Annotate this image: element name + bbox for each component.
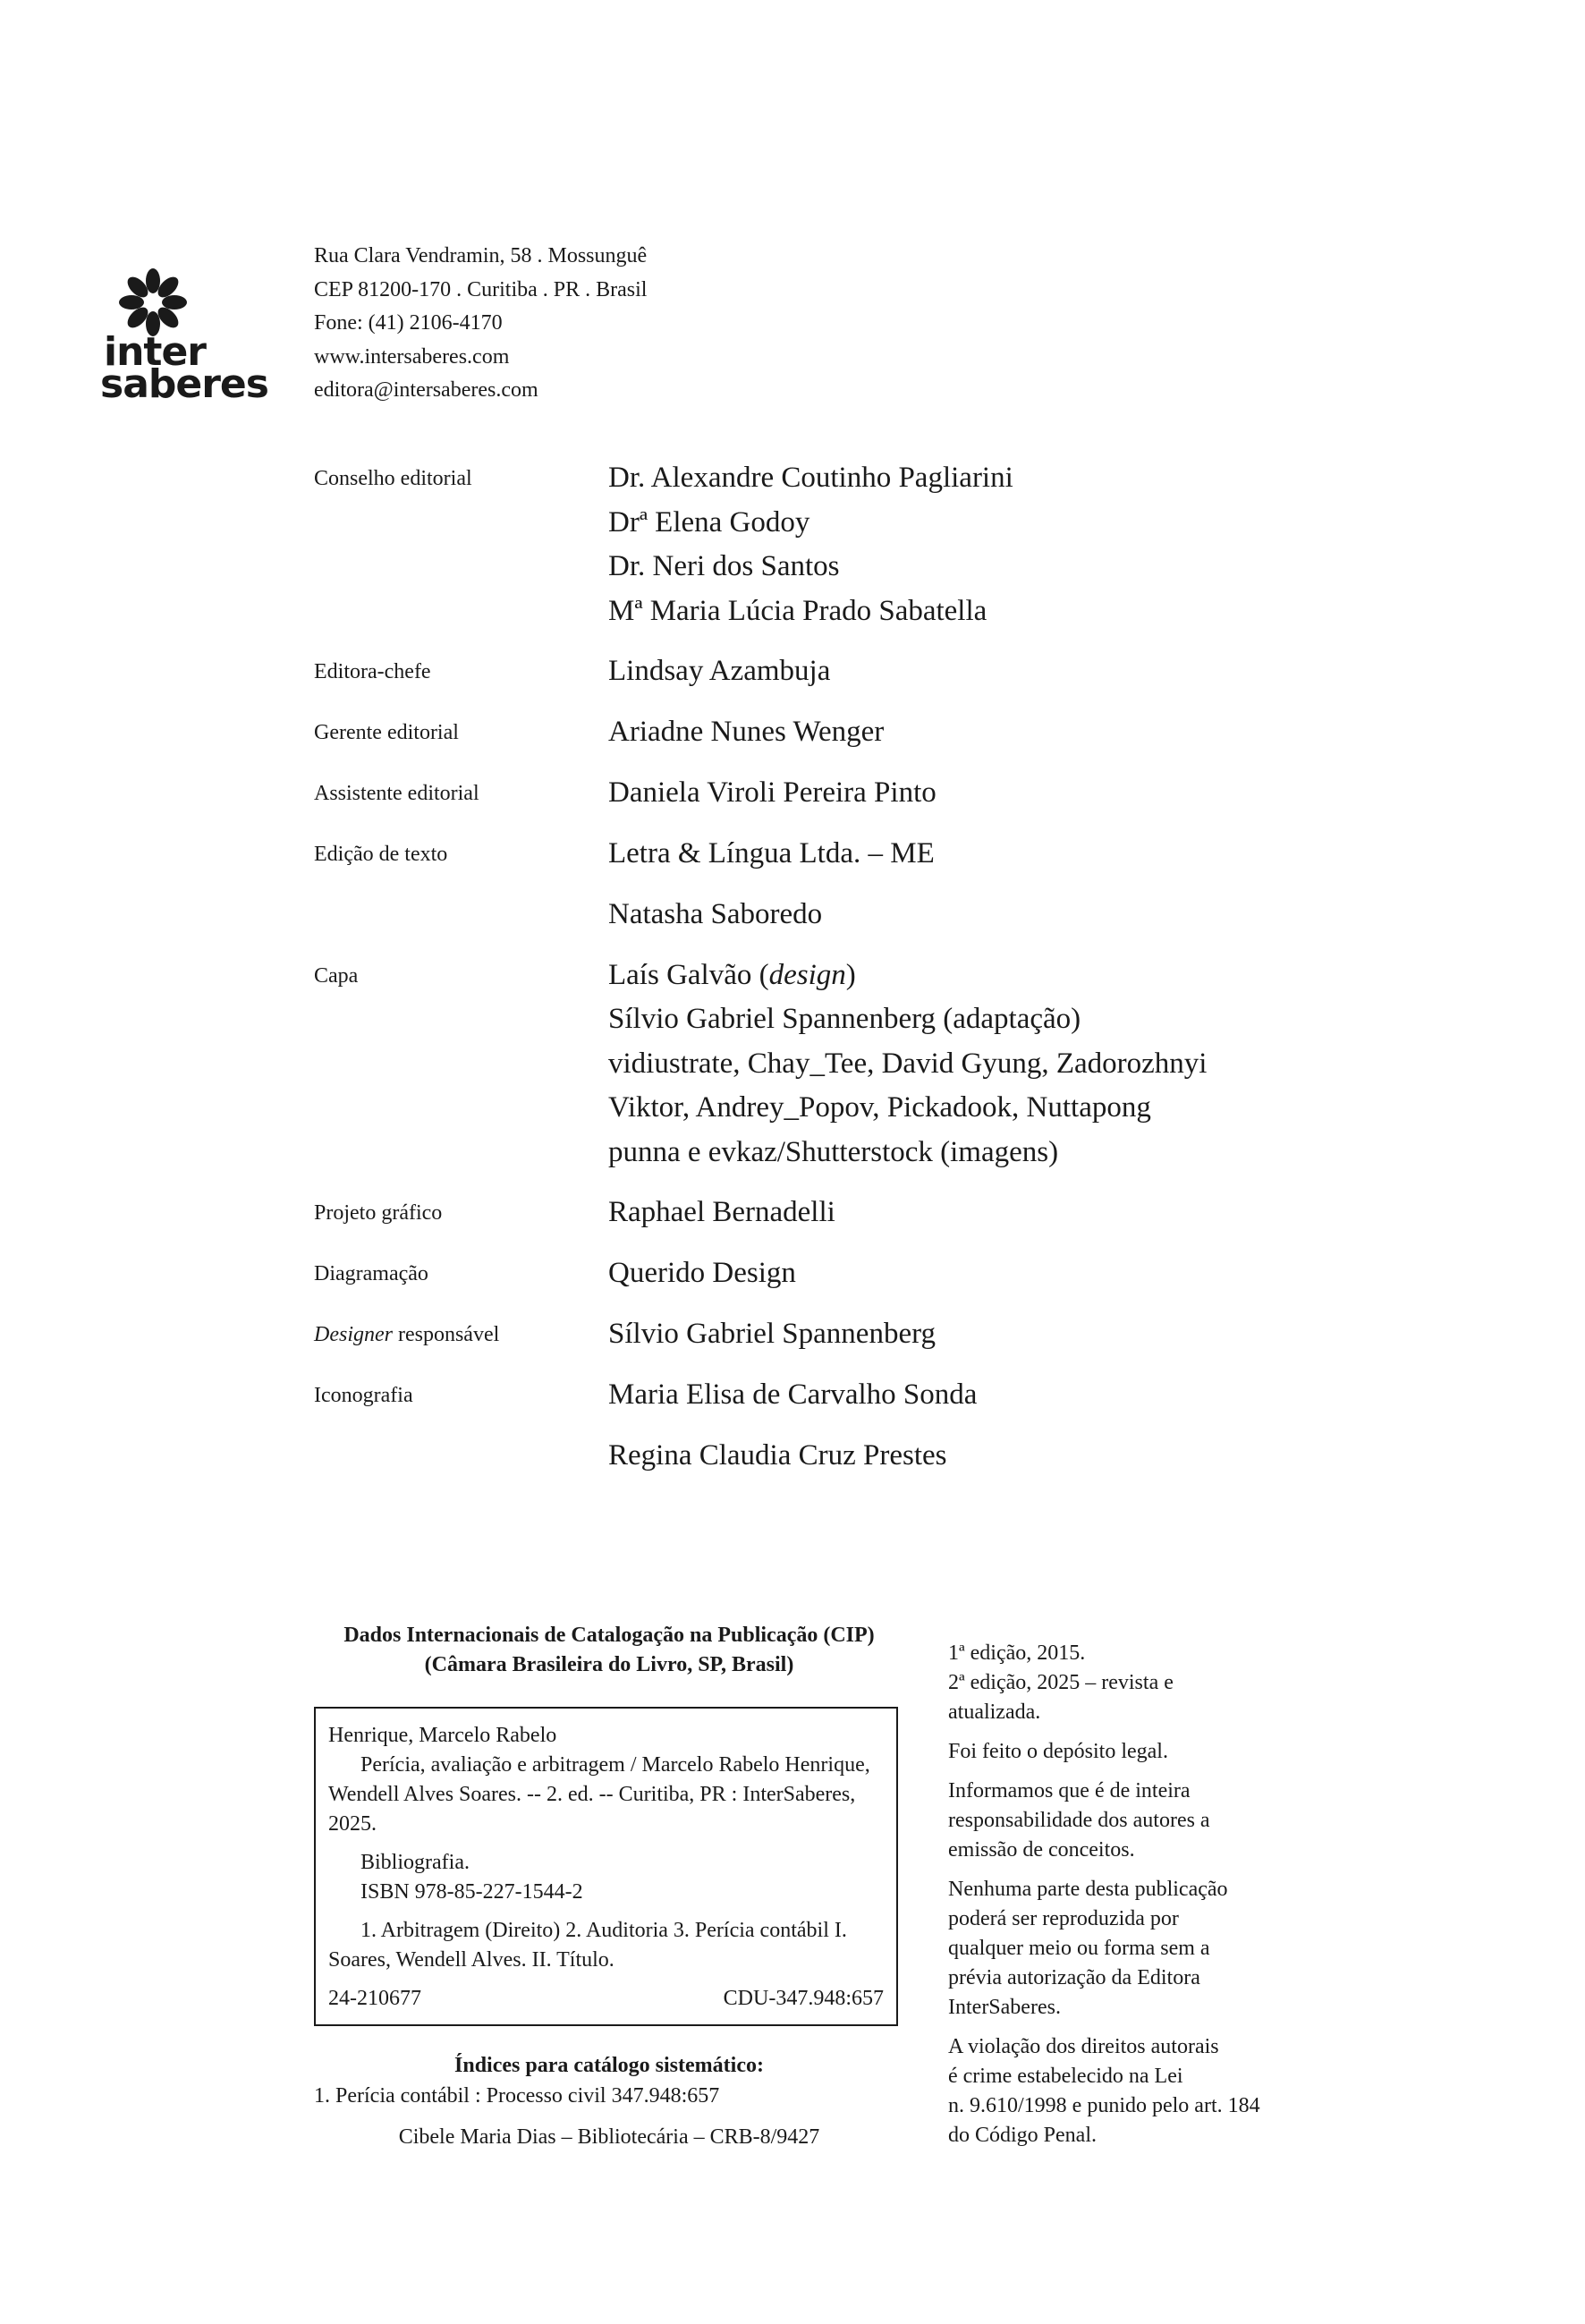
- note-line: qualquer meio ou forma sem a: [948, 1937, 1210, 1960]
- credit-row: [314, 1251, 1343, 1296]
- credit-value: Dr. Alexandre Coutinho Pagliarini: [608, 462, 1013, 494]
- credit-value-part: Laís Galvão (: [608, 958, 769, 991]
- cip-cdu: CDU-347.948:657: [723, 1987, 884, 2010]
- credit-values: [608, 954, 1207, 1175]
- credit-values: [608, 649, 830, 694]
- credit-label: [314, 1312, 608, 1357]
- cip-subjects: 1. Arbitragem (Direito) 2. Auditoria 3. Perícia contábil I. Soares, Wendell Alves. II. Título.: [328, 1919, 847, 1972]
- credit-row: [314, 832, 1343, 877]
- credit-row: [314, 710, 1343, 755]
- credit-row: [314, 649, 1343, 694]
- credit-values: [608, 1434, 947, 1479]
- logo-text-saberes: saberes: [100, 361, 268, 407]
- credit-row: [314, 1373, 1343, 1418]
- credit-value: Dr. Neri dos Santos: [608, 550, 840, 582]
- credit-values: [608, 771, 937, 816]
- credit-value: Lindsay Azambuja: [608, 655, 831, 687]
- note-line: prévia autorização da Editora: [948, 1966, 1200, 1989]
- editorial-credits: [314, 456, 1343, 1495]
- credit-value-italic: design: [768, 958, 846, 991]
- address-phone: Fone: (41) 2106-4170: [314, 311, 503, 335]
- cip-bibliography: Bibliografia.: [360, 1851, 470, 1874]
- publisher-address: [314, 240, 647, 408]
- credit-value: Ariadne Nunes Wenger: [608, 716, 885, 748]
- credit-value: Sílvio Gabriel Spannenberg: [608, 1318, 936, 1350]
- note-violation: [948, 2032, 1324, 2150]
- cip-isbn: ISBN 978-85-227-1544-2: [360, 1880, 583, 1904]
- note-line: InterSaberes.: [948, 1996, 1061, 2019]
- note-line: do Código Penal.: [948, 2124, 1097, 2147]
- indices-title: Índices para catálogo sistemático:: [454, 2054, 764, 2077]
- note-line: emissão de conceitos.: [948, 1838, 1135, 1862]
- credit-value: Raphael Bernadelli: [608, 1196, 835, 1228]
- credit-row: [314, 893, 1343, 937]
- credit-value: Querido Design: [608, 1257, 796, 1289]
- edition-2-line2: atualizada.: [948, 1701, 1041, 1724]
- indices-entry: 1. Perícia contábil : Processo civil 347.948:657: [314, 2084, 720, 2108]
- credit-values: [608, 832, 935, 877]
- cip-title: [314, 1621, 904, 1680]
- credit-label: [314, 893, 608, 937]
- cip-title-line2: (Câmara Brasileira do Livro, SP, Brasil): [424, 1653, 794, 1676]
- cip-footer: [328, 1984, 884, 2014]
- edition-2-line1: 2ª edição, 2025 – revista e: [948, 1671, 1174, 1694]
- credit-label: Gerente editorial: [314, 721, 459, 744]
- cip-record-box: [314, 1707, 898, 2026]
- credit-row: [314, 771, 1343, 816]
- credit-value: Drª Elena Godoy: [608, 505, 810, 539]
- logo-text-inter: inter: [104, 329, 206, 375]
- credit-values: [608, 710, 884, 755]
- address-email: editora@intersaberes.com: [314, 378, 538, 402]
- credit-value: Mª Maria Lúcia Prado Sabatella: [608, 594, 987, 627]
- credit-value: Letra & Língua Ltda. – ME: [608, 837, 935, 869]
- credit-values: [608, 1251, 796, 1296]
- credit-label: Editora-chefe: [314, 660, 431, 683]
- note-deposit: Foi feito o depósito legal.: [948, 1740, 1168, 1763]
- edition-notes: [948, 1639, 1324, 2160]
- note-line: poderá ser reproduzida por: [948, 1907, 1179, 1930]
- credit-label: Assistente editorial: [314, 782, 479, 805]
- note-line: A violação dos direitos autorais: [948, 2035, 1219, 2058]
- credit-value-part: ): [845, 958, 856, 991]
- catalog-indices: [314, 2050, 904, 2152]
- note-line: n. 9.610/1998 e punido pelo art. 184: [948, 2094, 1260, 2117]
- note-edition: [948, 1639, 1324, 1727]
- credit-row: [314, 1191, 1343, 1235]
- note-line: Nenhuma parte desta publicação: [948, 1878, 1228, 1901]
- credit-label: Capa: [314, 963, 359, 988]
- note-line: Informamos que é de inteira: [948, 1779, 1191, 1802]
- publisher-logo: [100, 268, 270, 407]
- note-responsibility: [948, 1777, 1324, 1865]
- credit-value: Sílvio Gabriel Spannenberg (adaptação): [608, 1003, 1081, 1035]
- credit-values: [608, 456, 1013, 633]
- credit-row: [314, 954, 1343, 1175]
- credit-values: [608, 1373, 977, 1418]
- indices-librarian: Cibele Maria Dias – Bibliotecária – CRB-8/9427: [398, 2125, 820, 2149]
- note-line: é crime estabelecido na Lei: [948, 2065, 1183, 2088]
- credit-value: Daniela Viroli Pereira Pinto: [608, 776, 937, 809]
- cip-author: Henrique, Marcelo Rabelo: [328, 1724, 557, 1747]
- address-street: Rua Clara Vendramin, 58 . Mossunguê: [314, 244, 648, 267]
- credit-label-italic: Designer: [314, 1323, 393, 1346]
- credit-label: Edição de texto: [314, 843, 448, 866]
- credit-row: [314, 1312, 1343, 1357]
- address-cep: CEP 81200-170 . Curitiba . PR . Brasil: [314, 277, 648, 301]
- credit-value: punna e evkaz/Shutterstock (imagens): [608, 1135, 1059, 1168]
- credit-label: Projeto gráfico: [314, 1201, 443, 1225]
- cip-title-line1: Dados Internacionais de Catalogação na Publicação (CIP): [343, 1624, 875, 1647]
- credit-value: [608, 954, 1207, 998]
- credit-values: [608, 1191, 835, 1235]
- credit-label: Conselho editorial: [314, 467, 472, 490]
- credit-label: Iconografia: [314, 1384, 413, 1407]
- credit-value: Viktor, Andrey_Popov, Pickadook, Nuttapong: [608, 1091, 1151, 1124]
- credit-values: [608, 1312, 936, 1357]
- credit-values: [608, 893, 822, 937]
- address-website: www.intersaberes.com: [314, 344, 510, 369]
- credit-value: Regina Claudia Cruz Prestes: [608, 1439, 947, 1472]
- credit-value: vidiustrate, Chay_Tee, David Gyung, Zadorozhnyi: [608, 1047, 1208, 1080]
- edition-1: 1ª edição, 2015.: [948, 1641, 1086, 1665]
- credit-row: [314, 456, 1343, 633]
- credit-value: Maria Elisa de Carvalho Sonda: [608, 1378, 978, 1411]
- credit-label-rest: responsável: [392, 1323, 500, 1346]
- credit-label: [314, 1434, 608, 1479]
- credit-row: [314, 1434, 1343, 1479]
- note-line: responsabilidade dos autores a: [948, 1809, 1210, 1832]
- credit-label: Diagramação: [314, 1262, 428, 1285]
- cip-record-number: 24-210677: [328, 1987, 421, 2010]
- credit-value: Natasha Saboredo: [608, 898, 823, 930]
- note-reproduction: [948, 1875, 1324, 2023]
- cip-description: Perícia, avaliação e arbitragem / Marcelo Rabelo Henrique, Wendell Alves Soares. -- 2. ed. -- Curitiba, PR : InterSaberes, 2025.: [328, 1753, 870, 1836]
